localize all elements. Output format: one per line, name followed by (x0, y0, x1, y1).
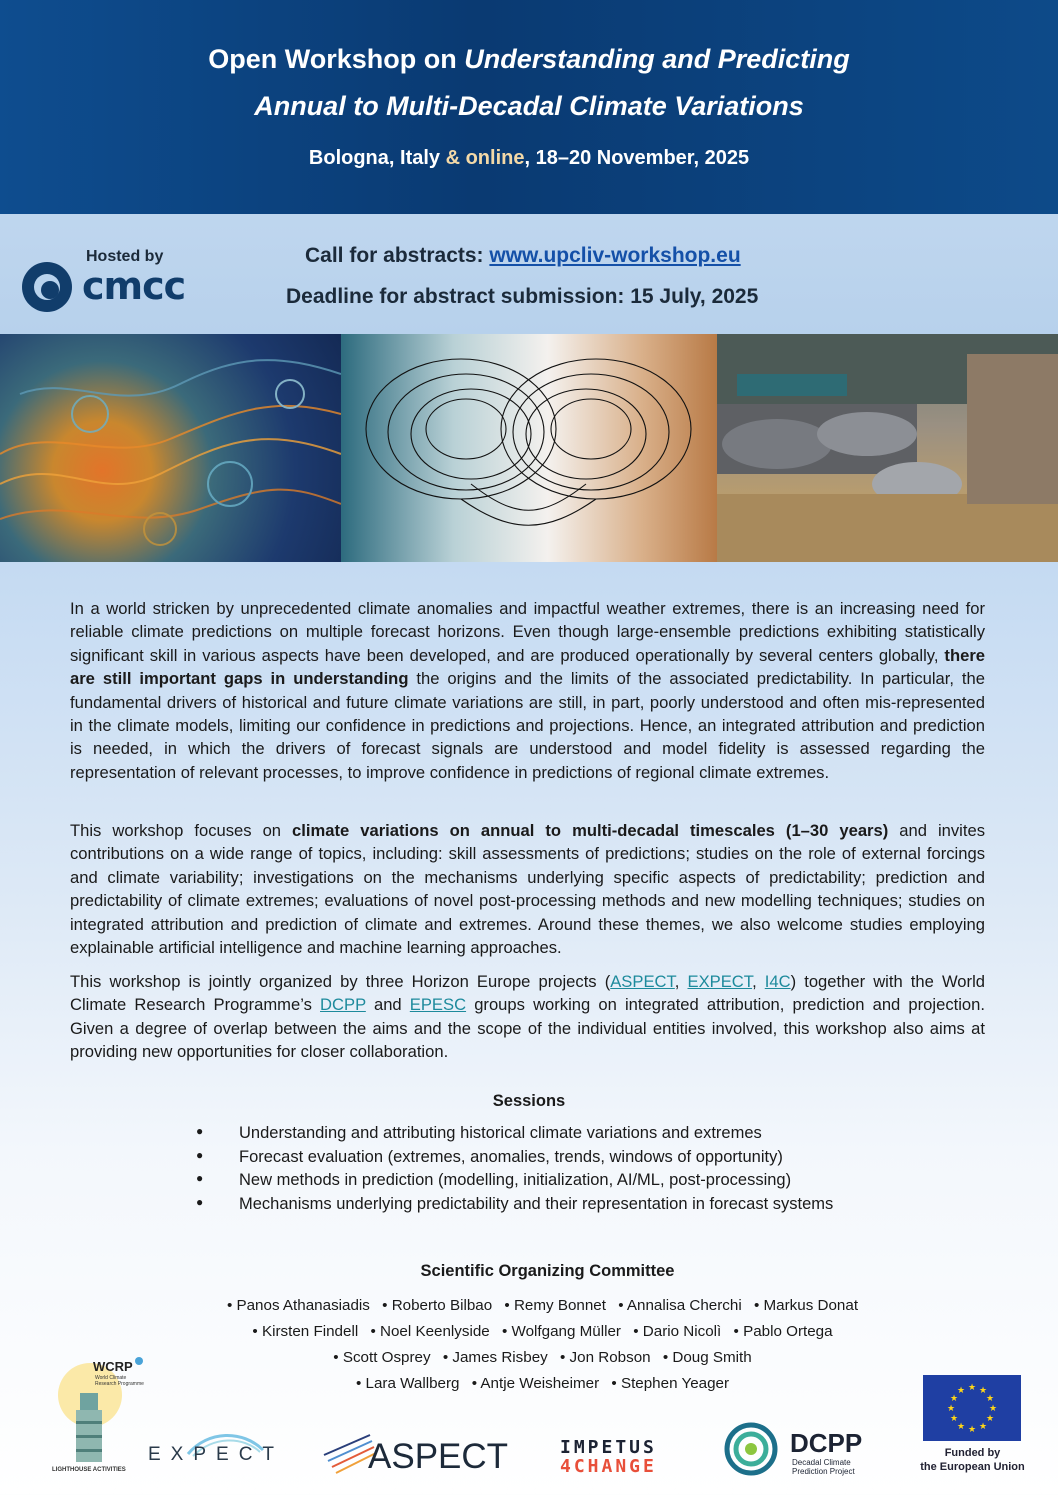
svg-text:★: ★ (978, 1386, 988, 1396)
wcrp-sub-text: World Climate Research Programme (95, 1375, 144, 1387)
sessions-heading: Sessions (492, 1092, 566, 1110)
eu-funded-by: Funded by (944, 1447, 1001, 1459)
svg-text:★: ★ (956, 1386, 966, 1396)
cmcc-swirl-icon (22, 262, 72, 312)
eu-flag-icon (923, 1375, 1021, 1441)
hosted-by-label: Hosted by (86, 248, 164, 265)
committee-member: • Kirsten Findell (252, 1323, 358, 1340)
svg-text:★: ★ (949, 1394, 959, 1404)
call-for-abstracts (305, 244, 741, 268)
org-sep-1: , (674, 972, 688, 991)
abstract-deadline: Deadline for abstract submission: 15 July, 2025 (286, 285, 759, 308)
aspect-logo (322, 1425, 522, 1480)
event-location-dates (0, 147, 1058, 170)
committee-row (0, 1323, 1058, 1340)
org-text-d: groups working on integrated attribution, prediction and projection. Given a degree of overlap between the aims and the scope of the individual entities involved, this workshop also aims at providing new opportunities for closer collaboration. (70, 995, 985, 1062)
org-text-b: ) together with the World Climate Research Programme’s (70, 972, 985, 1015)
session-item: ● Forecast evaluation (extremes, anomalies, trends, windows of opportunity) (196, 1148, 833, 1172)
dcpp-sub-line-1: Decadal Climate (792, 1458, 851, 1467)
dcpp-sub-line-2: Prediction Project (792, 1467, 855, 1476)
committee-member: • Scott Osprey (333, 1349, 430, 1366)
committee-row (0, 1375, 1058, 1392)
committee-member: • Lara Wallberg (356, 1375, 460, 1392)
intro-paragraph (70, 597, 985, 784)
committee-member: • Antje Weisheimer (472, 1375, 599, 1392)
svg-text:★: ★ (978, 1422, 988, 1432)
workshop-website-link[interactable]: www.upcliv-workshop.eu (489, 244, 741, 267)
svg-text:★: ★ (956, 1422, 966, 1432)
focus-text-b: and invites contributions on a wide range of topics, including: skill assessments of predictions; studies on the role of external forcings and climate variability; investigations on the mechanisms underlying specific aspects of predictability; prediction and predictability of climate extremes; evaluations of novel post-processing methods and new modelling techniques; studies on integrated attribution and prediction of climate and extremes. Around these themes, we also welcome studies employing explainable artificial intelligence and machine learning approaches. (70, 821, 985, 958)
wcrp-text: WCRP (93, 1359, 133, 1374)
image-strip (0, 334, 1058, 562)
location-online: online (465, 147, 525, 169)
impetus4change-logo (560, 1437, 700, 1482)
svg-text:★: ★ (988, 1404, 998, 1414)
committee-member: • Wolfgang Müller (502, 1323, 621, 1340)
expect-link[interactable]: EXPECT (687, 972, 753, 991)
expect-wordmark: EXPECT (148, 1444, 285, 1465)
intro-text-bold: there are still important gaps in understanding (70, 645, 985, 689)
committee-member: • Dario Nicolì (633, 1323, 721, 1340)
title-line-2: Annual to Multi-Decadal Climate Variations (254, 91, 804, 121)
dcpp-wordmark: DCPP (790, 1428, 863, 1458)
i4c-link[interactable]: I4C (764, 972, 791, 991)
event-dates: , 18–20 November, 2025 (524, 147, 750, 169)
committee-member: • Annalisa Cherchi (618, 1297, 742, 1314)
svg-text:★: ★ (985, 1414, 995, 1424)
org-text-c: and (365, 995, 410, 1015)
committee-member: • Doug Smith (663, 1349, 752, 1366)
location-city: Bologna, Italy (308, 147, 446, 169)
organizers-paragraph (70, 970, 985, 1064)
title-line-1 (0, 44, 1058, 75)
eu-funding-text (910, 1446, 1035, 1474)
location-amp: & (445, 147, 466, 169)
svg-text:★: ★ (985, 1394, 995, 1404)
org-text-a: This workshop is jointly organized by three Horizon Europe projects ( (70, 972, 611, 991)
committee-member: • Remy Bonnet (504, 1297, 606, 1314)
cmcc-logo (22, 262, 192, 312)
impetus-wordmark: IMPETUS (560, 1437, 657, 1458)
title-italic: Understanding and Predicting (464, 44, 850, 74)
flooded-street-image (717, 334, 1058, 562)
intro-text-a: In a world stricken by unprecedented climate anomalies and impactful weather extremes, there is an increasing need for reliable climate predictions on multiple forecast horizons. Even though large-ensemble predictions exhibiting statistically significant skill in various aspects have been developed, and are produced operationally by several centers globally, (70, 599, 985, 665)
svg-text:★: ★ (949, 1414, 959, 1424)
svg-text:★: ★ (967, 1383, 977, 1393)
aspect-link[interactable]: ASPECT (610, 972, 675, 991)
session-item: ● Understanding and attributing historical climate variations and extremes (196, 1124, 833, 1148)
title-plain: Open Workshop on (208, 44, 465, 74)
ocean-currents-image (0, 334, 341, 562)
lighthouse-text: LIGHTHOUSE ACTIVITIES (52, 1467, 126, 1473)
expect-logo (148, 1420, 298, 1470)
dcpp-logo (722, 1420, 892, 1480)
committee-member: • Noel Keenlyside (370, 1323, 489, 1340)
intro-text-b: the origins and the limits of the associated predictability. In particular, the fundamental drivers of historical and future climate variations are still, in part, poorly understood and often mis-represented in the climate models, limiting our confidence in predictions and projections. Hence, an integrated attribution and prediction is needed, in which the drivers of forecast signals are understood and model fidelity is assessed regarding the representation of relevant processes, to improve confidence in predictions of regional climate extremes. (70, 669, 985, 782)
committee-member: • Stephen Yeager (611, 1375, 729, 1392)
dcpp-subtitle (792, 1458, 855, 1476)
committee-row (0, 1297, 1058, 1314)
committee-member: • Jon Robson (560, 1349, 651, 1366)
committee-heading: Scientific Organizing Committee (420, 1262, 675, 1280)
committee-member: • Roberto Bilbao (382, 1297, 492, 1314)
wcrp-lighthouse-logo (40, 1355, 150, 1480)
org-sep-2: , (752, 972, 765, 991)
aspect-wordmark: ASPECT (368, 1437, 509, 1476)
session-item: ● Mechanisms underlying predictability and their representation in forecast systems (196, 1195, 833, 1219)
call-label: Call for abstracts: (305, 244, 490, 267)
focus-text-bold: climate variations on annual to multi-decadal timescales (1–30 years) (292, 821, 889, 840)
header-banner (0, 0, 1058, 214)
committee-member: • Pablo Ortega (734, 1323, 833, 1340)
svg-text:★: ★ (967, 1425, 977, 1435)
epesc-link[interactable]: EPESC (409, 995, 467, 1015)
committee-member: • James Risbey (443, 1349, 548, 1366)
dcpp-link[interactable]: DCPP (320, 995, 366, 1015)
eu-union-name: the European Union (920, 1461, 1025, 1473)
4change-wordmark: 4CHANGE (560, 1456, 657, 1477)
committee-row (0, 1349, 1058, 1366)
committee-member: • Panos Athanasiadis (227, 1297, 370, 1314)
committee-member: • Markus Donat (754, 1297, 858, 1314)
focus-text-a: This workshop focuses on (70, 821, 293, 840)
svg-text:★: ★ (946, 1404, 956, 1414)
lorenz-attractor-image (341, 334, 717, 562)
sessions-list (196, 1124, 833, 1218)
session-item: ● New methods in prediction (modelling, initialization, AI/ML, post-processing) (196, 1171, 833, 1195)
cmcc-wordmark: cmcc (82, 264, 186, 308)
focus-paragraph (70, 819, 985, 959)
